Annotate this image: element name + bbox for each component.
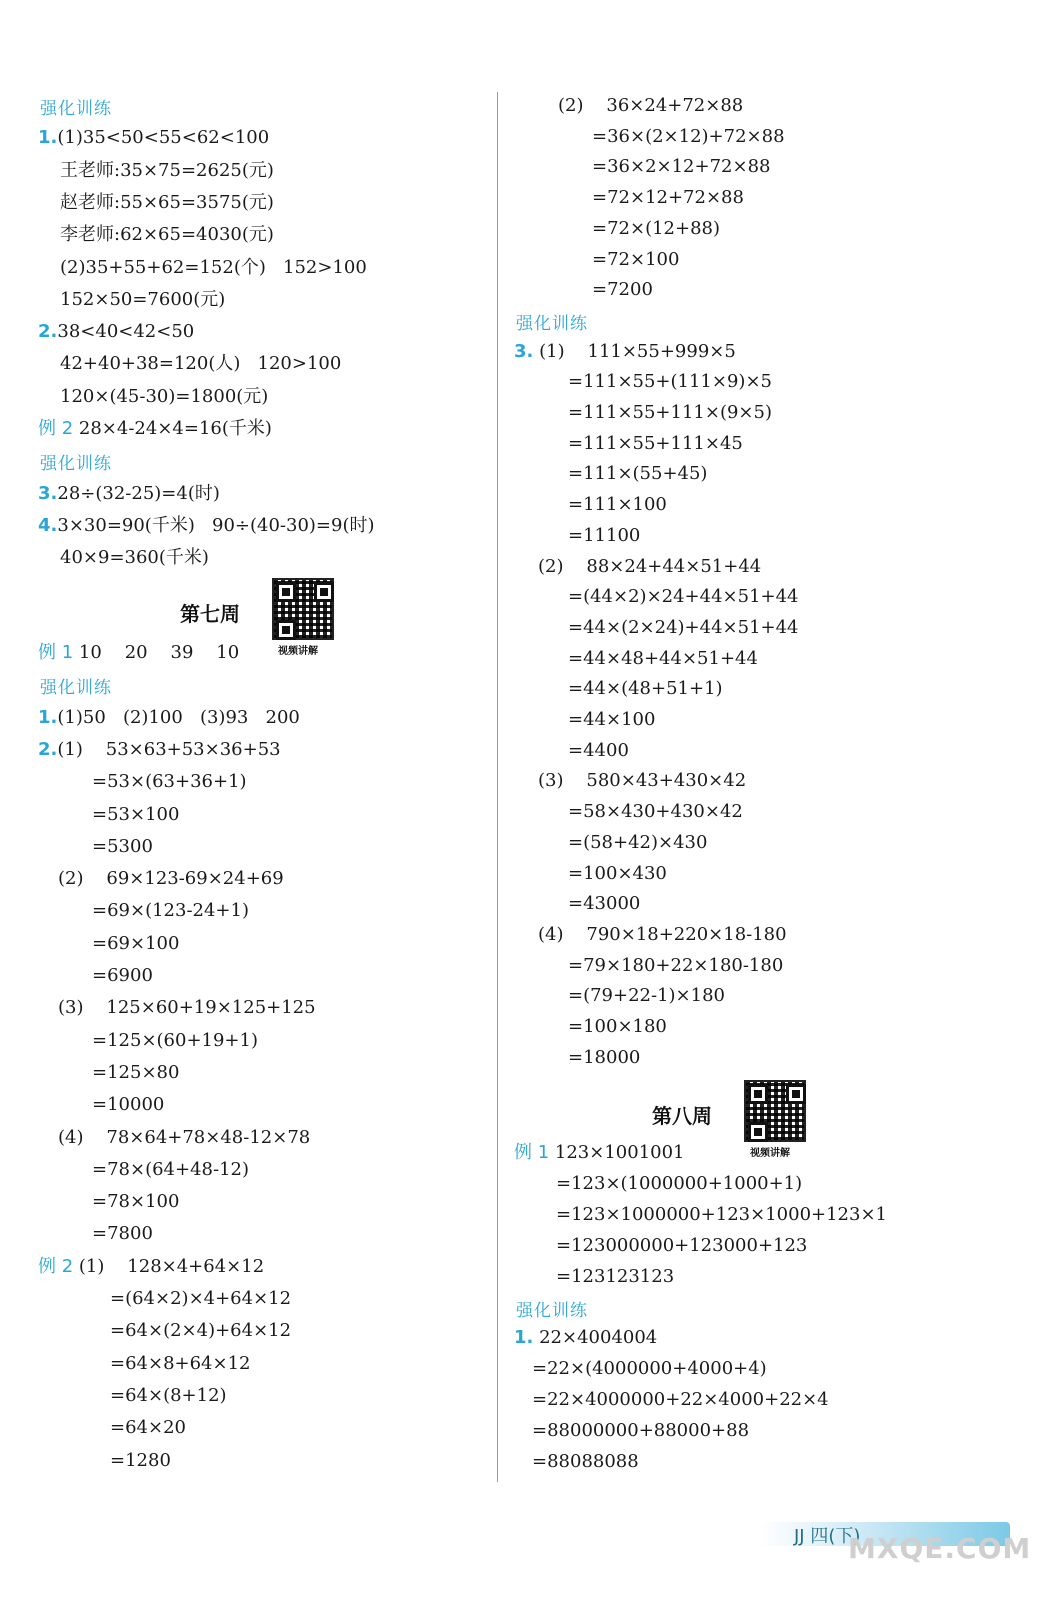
- line-text: (2)35+55+62=152(个) 152>100: [60, 256, 367, 278]
- text-line: [568, 739, 629, 763]
- text-line: [92, 1190, 179, 1214]
- item-number: 3.: [38, 482, 58, 504]
- line-text: 123×1001001: [554, 1142, 685, 1163]
- line-text: =58×430+430×42: [568, 801, 743, 823]
- line-text: =11100: [568, 524, 641, 546]
- line-text: (2) 36×24+72×88: [558, 95, 744, 116]
- text-line: [92, 1061, 179, 1085]
- line-text: =125×80: [92, 1061, 180, 1083]
- item-number: 3.: [514, 340, 534, 362]
- text-line: [568, 892, 640, 916]
- line-text: =44×(2×24)+44×51+44: [568, 616, 799, 638]
- line-text: =88088088: [532, 1451, 639, 1472]
- line-text: =88000000+88000+88: [532, 1420, 750, 1442]
- text-line: [92, 964, 153, 988]
- line-text: =125×(60+19+1): [92, 1029, 258, 1051]
- line-text: 10 20 39 10: [78, 642, 240, 663]
- text-line: [60, 288, 225, 312]
- line-text: =10000: [92, 1094, 165, 1116]
- line-text: =43000: [568, 893, 641, 915]
- line-text: =123123123: [556, 1265, 675, 1287]
- line-text: (1)35<50<55<62<100: [57, 127, 270, 149]
- text-line: [568, 493, 667, 517]
- text-line: [60, 352, 341, 376]
- line-text: =5300: [92, 835, 153, 857]
- text-line: [38, 738, 281, 762]
- text-line: [568, 831, 707, 855]
- line-text: =53×(63+36+1): [92, 771, 247, 793]
- text-line: [532, 1357, 767, 1381]
- text-line: [514, 1326, 657, 1350]
- line-text: =(44×2)×24+44×51+44: [568, 586, 799, 608]
- text-line: [58, 867, 284, 891]
- line-text: 152×50=7600(元): [60, 288, 226, 310]
- text-line: [92, 899, 249, 923]
- column-divider: [497, 92, 498, 1482]
- left-column: [0, 0, 495, 1500]
- text-line: [110, 1352, 251, 1376]
- text-line: [568, 677, 723, 701]
- line-text: =123000000+123000+123: [556, 1234, 808, 1256]
- text-line: [532, 1450, 639, 1474]
- line-text: (1) 53×63+53×36+53: [57, 738, 281, 760]
- text-line: [558, 94, 743, 118]
- text-line: [592, 186, 744, 210]
- line-text: =123×(1000000+1000+1): [556, 1172, 803, 1194]
- text-line: [532, 1419, 749, 1443]
- text-line: [60, 191, 274, 215]
- line-text: 38<40<42<50: [57, 321, 195, 343]
- text-line: [38, 320, 194, 344]
- qr-code-icon[interactable]: [272, 578, 334, 640]
- line-text: =53×100: [92, 803, 180, 825]
- item-number: 4.: [38, 514, 58, 536]
- text-line: [568, 984, 725, 1008]
- line-text: =44×100: [568, 709, 656, 730]
- line-text: =(58+42)×430: [568, 831, 708, 853]
- item-number: 2.: [38, 321, 58, 343]
- line-text: =(64×2)×4+64×12: [110, 1288, 292, 1309]
- text-line: [60, 256, 367, 280]
- example-label: 例 2: [38, 418, 79, 439]
- text-line: [110, 1416, 186, 1440]
- text-line: [92, 932, 179, 956]
- text-line: [38, 706, 300, 730]
- section-heading: 强化训练: [516, 1300, 588, 1321]
- line-text: =22×(4000000+4000+4): [532, 1358, 767, 1380]
- line-text: =79×180+22×180-180: [568, 954, 784, 976]
- text-line: [110, 1449, 171, 1473]
- text-line: [38, 482, 220, 506]
- text-line: [58, 996, 316, 1020]
- text-line: [38, 641, 239, 665]
- text-line: [514, 340, 736, 364]
- text-line: [568, 585, 799, 609]
- text-line: [568, 370, 772, 394]
- text-line: [538, 923, 787, 947]
- line-text: (4) 790×18+220×18-180: [538, 923, 787, 945]
- text-line: [592, 248, 679, 272]
- line-text: 42+40+38=120(人) 120>100: [60, 353, 342, 375]
- text-line: [60, 223, 274, 247]
- line-text: =64×(8+12): [110, 1384, 227, 1406]
- line-text: =123×1000000+123×1000+123×1: [556, 1203, 887, 1225]
- line-text: =69×100: [92, 932, 180, 954]
- example-label: 例 1: [514, 1142, 555, 1163]
- text-line: [568, 401, 772, 425]
- line-text: 赵老师:55×65=3575(元): [60, 191, 274, 213]
- line-text: =100×430: [568, 862, 667, 884]
- text-line: [556, 1265, 674, 1289]
- line-text: =64×20: [110, 1417, 186, 1439]
- line-text: (1)50 (2)100 (3)93 200: [57, 706, 300, 728]
- text-line: [568, 462, 707, 486]
- line-text: =4400: [568, 739, 629, 761]
- text-line: [38, 417, 272, 441]
- grade-tag: JJ 四(下): [794, 1526, 861, 1547]
- text-line: [92, 1093, 164, 1117]
- text-line: [514, 1141, 685, 1165]
- text-line: [592, 278, 653, 302]
- line-text: 王老师:35×75=2625(元): [60, 159, 274, 181]
- line-text: =6900: [92, 965, 153, 986]
- text-line: [568, 524, 640, 548]
- line-text: =64×8+64×12: [110, 1352, 251, 1374]
- text-line: [556, 1172, 802, 1196]
- line-text: =1280: [110, 1449, 171, 1471]
- line-text: 3×30=90(千米) 90÷(40-30)=9(时): [57, 514, 375, 536]
- line-text: =18000: [568, 1046, 641, 1068]
- line-text: =72×(12+88): [592, 217, 721, 239]
- text-line: [568, 616, 799, 640]
- line-text: 28÷(32-25)=4(时): [57, 482, 220, 504]
- line-text: =111×55+111×45: [568, 432, 743, 454]
- line-text: =111×55+(111×9)×5: [568, 371, 772, 393]
- right-column: [500, 0, 1020, 1500]
- text-line: [532, 1388, 829, 1412]
- example-label: 例 1: [38, 642, 79, 663]
- line-text: (1) 111×55+999×5: [539, 340, 736, 362]
- line-text: (2) 88×24+44×51+44: [538, 555, 762, 577]
- text-line: [568, 432, 743, 456]
- text-line: [110, 1287, 291, 1311]
- example-label: 例 2: [38, 1255, 79, 1277]
- text-line: [92, 1029, 258, 1053]
- item-number: 1.: [38, 127, 58, 149]
- text-line: [538, 769, 746, 793]
- text-line: [38, 1255, 264, 1279]
- line-text: =111×55+111×(9×5): [568, 402, 772, 423]
- text-line: [92, 1222, 153, 1246]
- line-text: 120×(45-30)=1800(元): [60, 385, 269, 407]
- line-text: 22×4004004: [539, 1327, 658, 1349]
- line-text: =44×48+44×51+44: [568, 647, 758, 669]
- text-line: [58, 1126, 310, 1150]
- text-line: [60, 546, 209, 570]
- text-line: [556, 1234, 807, 1258]
- text-line: [592, 155, 770, 179]
- line-text: =78×(64+48-12): [92, 1158, 249, 1180]
- text-line: [568, 862, 667, 886]
- line-text: =72×12+72×88: [592, 187, 744, 209]
- item-number: 2.: [38, 738, 58, 760]
- line-text: (3) 580×43+430×42: [538, 770, 747, 792]
- qr-code-icon[interactable]: [744, 1080, 806, 1142]
- text-line: [110, 1384, 227, 1408]
- qr-caption: 视频讲解: [278, 646, 318, 657]
- line-text: (2) 69×123-69×24+69: [58, 868, 284, 890]
- line-text: 28×4-24×4=16(千米): [78, 418, 272, 439]
- text-line: [92, 835, 153, 859]
- line-text: =78×100: [92, 1191, 180, 1213]
- text-line: [556, 1203, 887, 1227]
- text-line: [92, 770, 247, 794]
- text-line: [60, 159, 274, 183]
- week-title: 第七周: [180, 602, 240, 626]
- text-line: [568, 708, 655, 732]
- line-text: (4) 78×64+78×48-12×78: [58, 1126, 311, 1148]
- text-line: [92, 1158, 249, 1182]
- text-line: [92, 803, 179, 827]
- line-text: 李老师:62×65=4030(元): [60, 224, 274, 246]
- item-number: 1.: [38, 706, 58, 728]
- text-line: [60, 385, 268, 409]
- text-line: [568, 954, 783, 978]
- line-text: =(79+22-1)×180: [568, 985, 725, 1007]
- line-text: =7200: [592, 279, 653, 301]
- line-text: =36×(2×12)+72×88: [592, 125, 785, 147]
- text-line: [38, 126, 269, 150]
- line-text: =44×(48+51+1): [568, 678, 723, 700]
- line-text: (1) 128×4+64×12: [78, 1255, 265, 1277]
- line-text: =36×2×12+72×88: [592, 156, 771, 178]
- section-heading: 强化训练: [40, 99, 112, 119]
- section-heading: 强化训练: [40, 454, 112, 475]
- line-text: =111×100: [568, 494, 667, 516]
- text-line: [568, 647, 758, 671]
- text-line: [568, 1015, 667, 1039]
- section-heading: 强化训练: [516, 313, 588, 334]
- text-line: [110, 1319, 291, 1343]
- text-line: [38, 514, 375, 538]
- qr-caption: 视频讲解: [750, 1148, 790, 1159]
- line-text: 40×9=360(千米): [60, 547, 209, 569]
- watermark: MXQE.COM: [848, 1532, 1032, 1565]
- week-title: 第八周: [652, 1104, 712, 1128]
- line-text: =69×(123-24+1): [92, 900, 249, 922]
- line-text: =72×100: [592, 248, 680, 270]
- line-text: =64×(2×4)+64×12: [110, 1320, 292, 1342]
- section-heading: 强化训练: [40, 678, 112, 699]
- text-line: [568, 1046, 640, 1070]
- text-line: [568, 800, 743, 824]
- text-line: [592, 217, 720, 241]
- page-footer: [760, 1518, 1032, 1565]
- line-text: =7800: [92, 1223, 153, 1245]
- line-text: =111×(55+45): [568, 463, 708, 485]
- line-text: =22×4000000+22×4000+22×4: [532, 1389, 829, 1411]
- item-number: 1.: [514, 1327, 534, 1349]
- text-line: [538, 555, 761, 579]
- line-text: (3) 125×60+19×125+125: [58, 997, 316, 1019]
- line-text: =100×180: [568, 1016, 667, 1037]
- text-line: [592, 125, 785, 149]
